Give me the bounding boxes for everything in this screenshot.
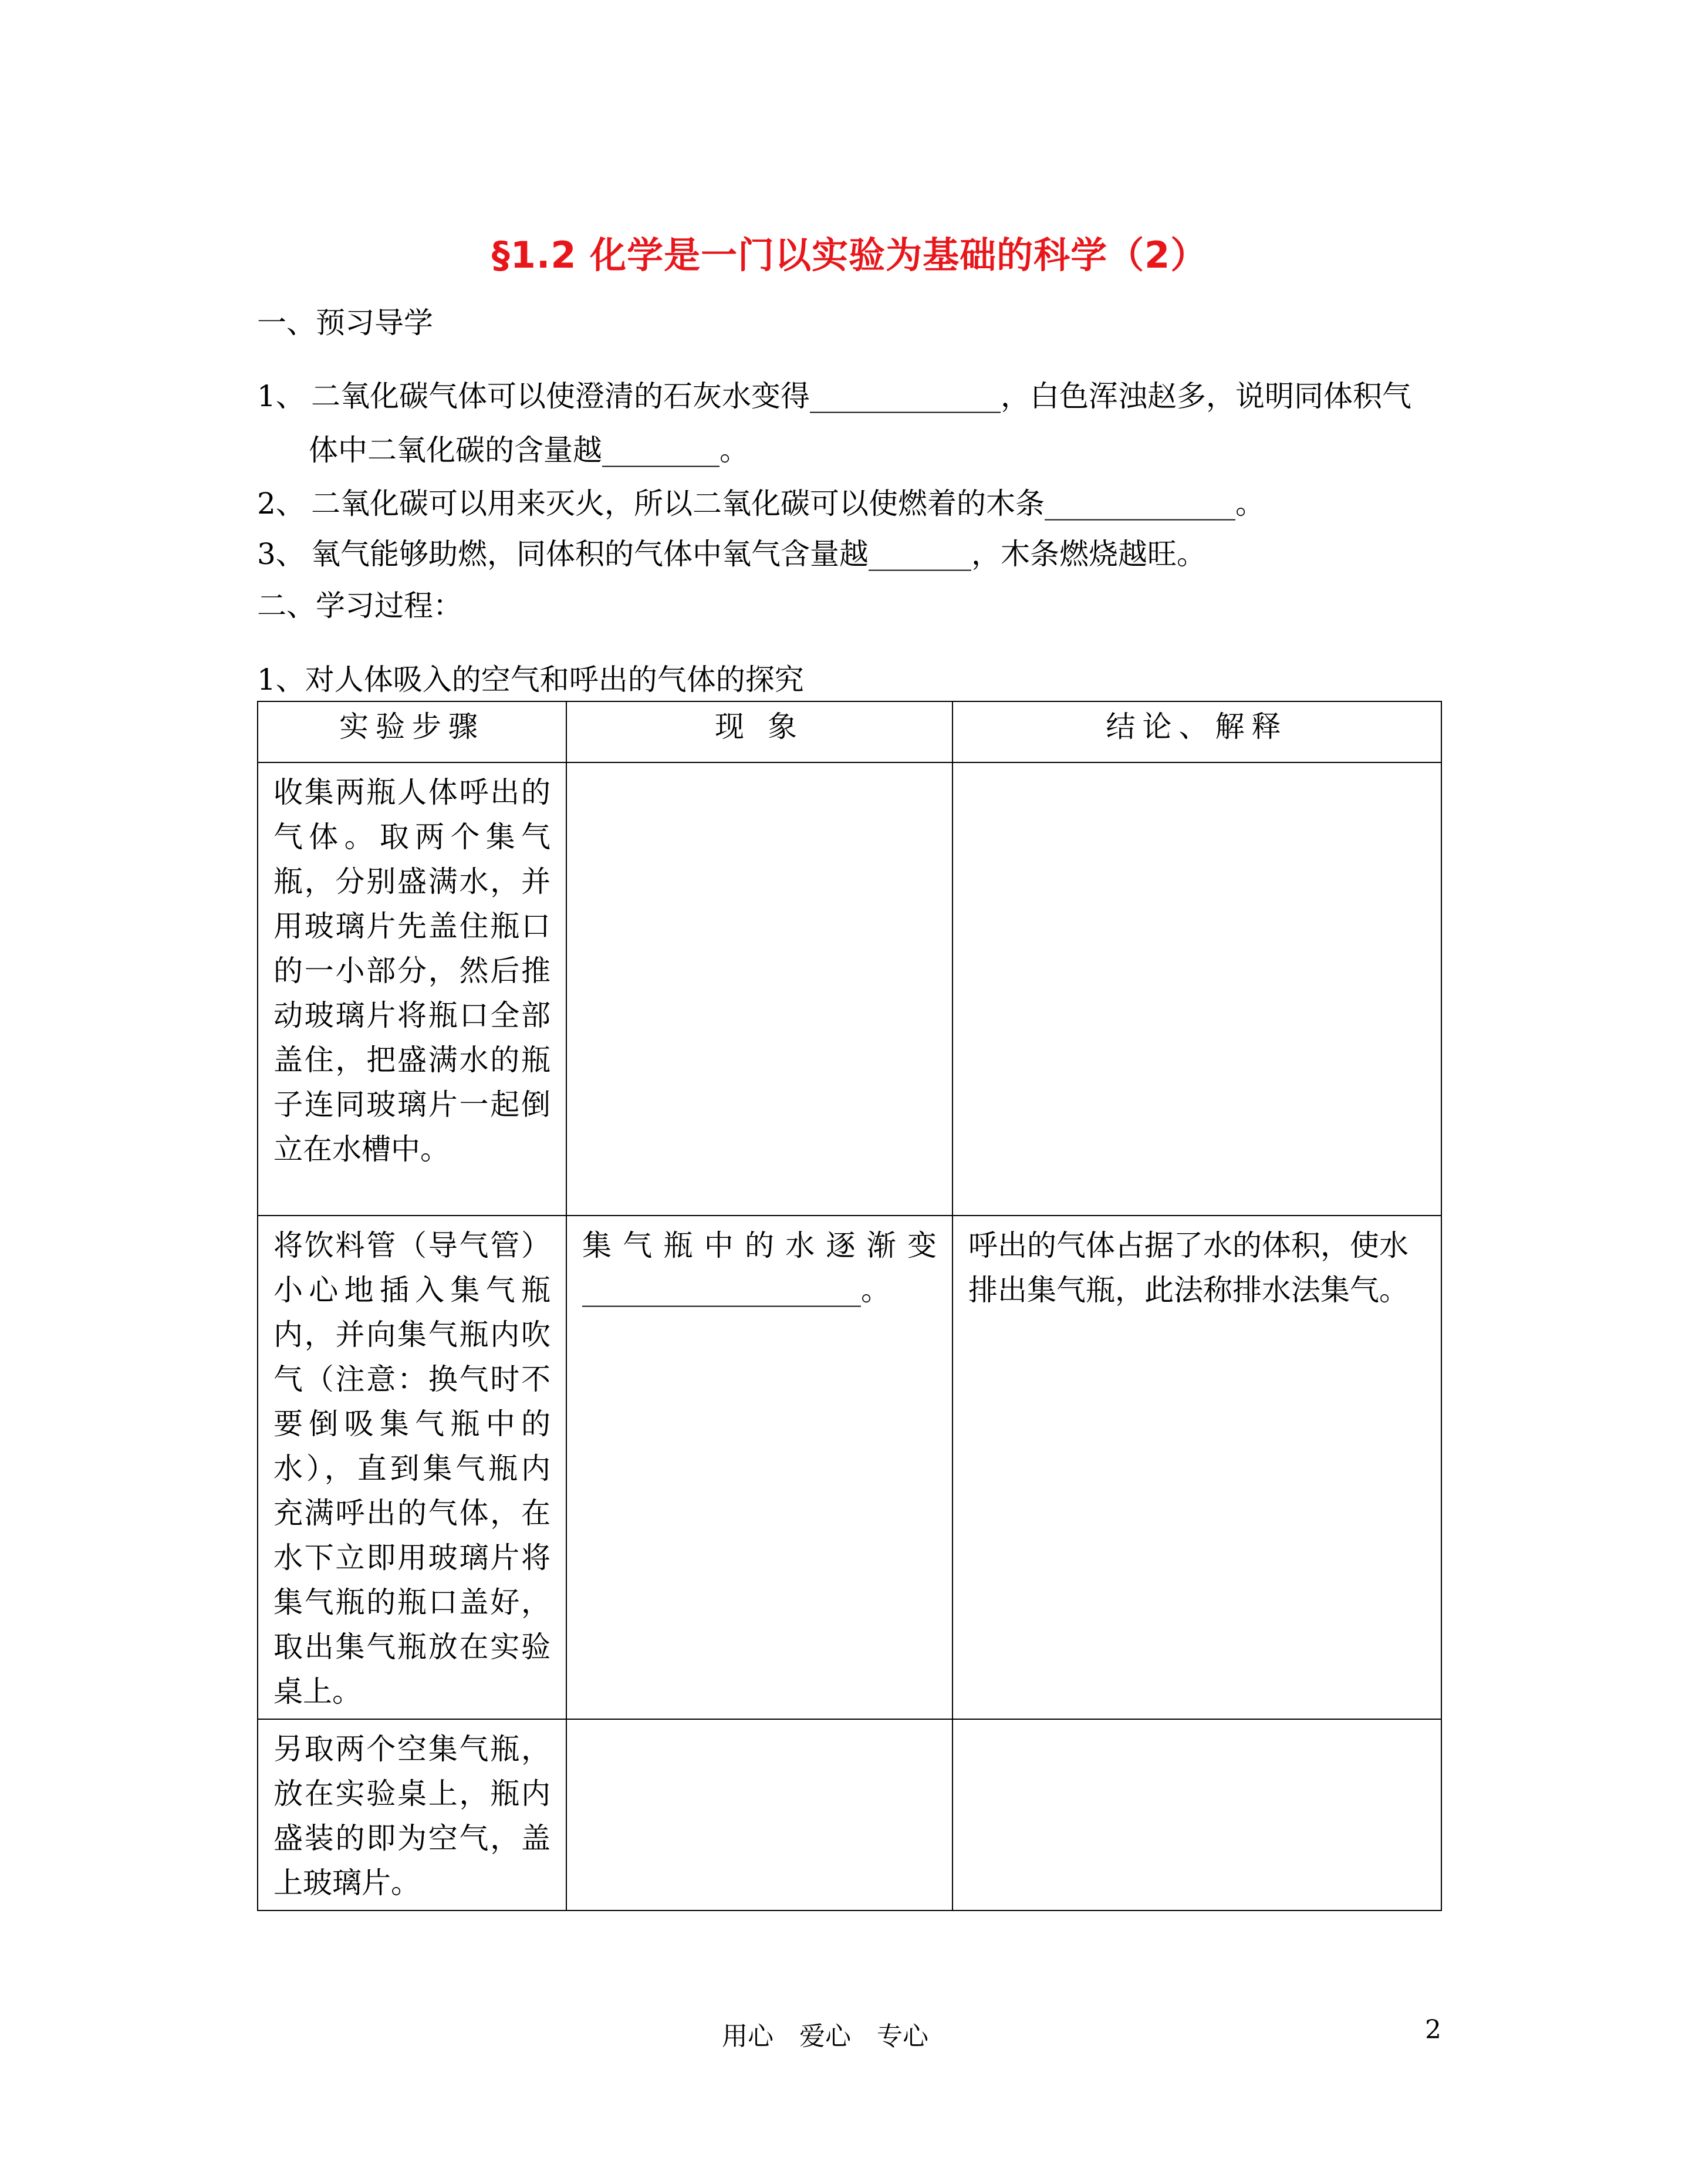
question-2-number: 2、 — [257, 487, 305, 521]
experiment-table — [257, 701, 1442, 1911]
page-number: 2 — [1425, 2015, 1441, 2045]
table-row — [258, 1719, 1441, 1910]
conclusion-cell — [952, 1719, 1441, 1910]
question-3-text: 氧气能够助燃，同体积的气体中氧气含量越_______，木条燃烧越旺。 — [311, 537, 1206, 571]
footer-slogan: 用心 爱心 专心 — [722, 2021, 928, 2051]
step-cell: 将饮料管（导气管）小心地插入集气瓶内，并向集气瓶内吹气（注意：换气时不要倒吸集气瓶中的水），直到集气瓶内充满呼出的气体，在水下立即用玻璃片将集气瓶的瓶口盖好，取出集气瓶放在实验桌上。 — [258, 1216, 566, 1719]
section-heading-process: 二、学习过程： — [257, 589, 462, 623]
column-header-step: 实验步骤 — [258, 701, 566, 762]
question-1 — [257, 379, 1411, 414]
phenomenon-cell — [566, 762, 952, 1216]
table-row — [258, 762, 1441, 1216]
conclusion-cell — [952, 762, 1441, 1216]
step-cell: 另取两个空集气瓶，放在实验桌上，瓶内盛装的即为空气，盖上玻璃片。 — [258, 1719, 566, 1910]
column-header-phenomenon: 现 象 — [566, 701, 952, 762]
question-1-text: 二氧化碳气体可以使澄清的石灰水变得_____________，白色浑浊赵多，说明同体积气 — [311, 379, 1411, 413]
conclusion-cell: 呼出的气体占据了水的体积，使水排出集气瓶，此法称排水法集气。 — [952, 1216, 1441, 1719]
phenomenon-cell — [566, 1719, 952, 1910]
question-3-number: 3、 — [257, 537, 305, 571]
question-3 — [257, 536, 1206, 572]
table-row — [258, 1216, 1441, 1719]
column-header-conclusion: 结论、解释 — [952, 701, 1441, 762]
page-title: §1.2 化学是一门以实验为基础的科学（2） — [491, 234, 1208, 276]
table-header-row — [258, 701, 1441, 762]
question-2 — [257, 486, 1265, 521]
question-2-text: 二氧化碳可以用来灭火，所以二氧化碳可以使燃着的木条_____________。 — [311, 487, 1265, 521]
section-heading-preview: 一、预习导学 — [257, 306, 433, 340]
question-1-number: 1、 — [257, 379, 305, 413]
question-1-continuation: 体中二氧化碳的含量越________。 — [309, 433, 749, 467]
phenomenon-cell: 集气瓶中的水逐渐变___________________。 — [566, 1216, 952, 1719]
step-cell: 收集两瓶人体呼出的气体。取两个集气瓶，分别盛满水，并用玻璃片先盖住瓶口的一小部分，然后推动玻璃片将瓶口全部盖住，把盛满水的瓶子连同玻璃片一起倒立在水槽中。 — [258, 762, 566, 1216]
table-caption: 1、对人体吸入的空气和呼出的气体的探究 — [257, 663, 804, 697]
